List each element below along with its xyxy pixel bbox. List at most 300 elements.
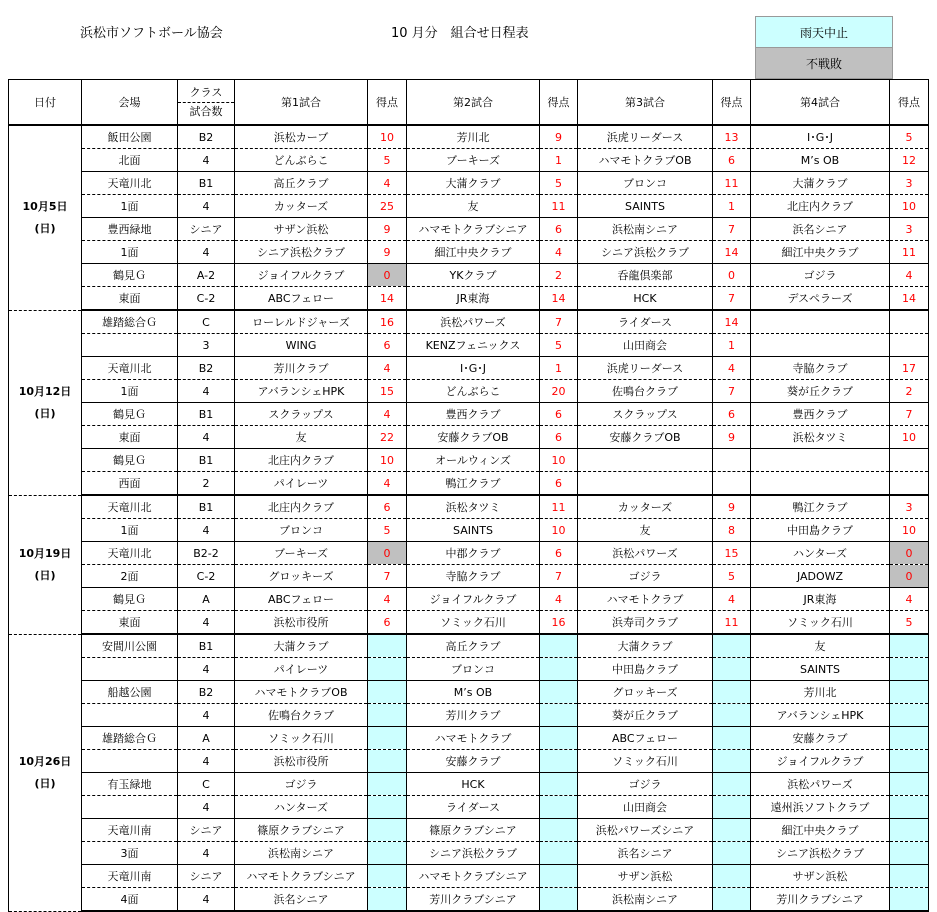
table-row [9, 842, 929, 865]
team-cell: ゴジラ [235, 773, 368, 796]
col-game3: 第3試合 [578, 80, 713, 126]
team-cell: サザン浜松 [235, 218, 368, 241]
team-cell: シニア浜松クラブ [235, 241, 368, 264]
team-cell: 芳川クラブシニア [751, 888, 890, 912]
team-cell [751, 310, 890, 334]
team-cell [578, 449, 713, 472]
class-cell: C-2 [178, 565, 235, 588]
score-cell [713, 727, 751, 750]
score-cell: 0 [890, 565, 929, 588]
score-cell: 10 [540, 519, 578, 542]
score-cell: 6 [540, 426, 578, 449]
score-cell [890, 750, 929, 773]
table-row [9, 334, 929, 357]
table-row [9, 819, 929, 842]
team-cell: 山田商会 [578, 334, 713, 357]
score-cell: 9 [713, 495, 751, 519]
score-cell: 14 [890, 287, 929, 311]
team-cell: ジョイフルクラブ [407, 588, 540, 611]
team-cell: 北庄内クラブ [235, 449, 368, 472]
score-cell: 1 [713, 195, 751, 218]
schedule-title: 10 月分 組合せ日程表 [391, 26, 529, 41]
team-cell [578, 472, 713, 496]
team-cell: 浜松南シニア [578, 218, 713, 241]
team-cell: ABCフェロー [235, 287, 368, 311]
venue-cell: 北面 [82, 149, 178, 172]
score-cell [368, 796, 407, 819]
team-cell: 芳川クラブ [235, 357, 368, 380]
score-cell: 12 [890, 149, 929, 172]
team-cell: ライダース [578, 310, 713, 334]
team-cell: 浜松カーブ [235, 125, 368, 149]
team-cell: JADOWZ [751, 565, 890, 588]
team-cell: 安藤クラブ [407, 750, 540, 773]
date-label: 10月19日 [18, 546, 72, 560]
date-label: 10月5日 [22, 199, 68, 213]
score-cell: 6 [713, 403, 751, 426]
class-cell: 3 [178, 334, 235, 357]
score-cell: 9 [540, 125, 578, 149]
table-row [9, 125, 929, 149]
score-cell: 6 [540, 403, 578, 426]
team-cell: 友 [751, 634, 890, 658]
col-score2: 得点 [540, 80, 578, 126]
team-cell: 安藤クラブOB [578, 426, 713, 449]
team-cell: 鴨江クラブ [751, 495, 890, 519]
table-row [9, 542, 929, 565]
table-row [9, 565, 929, 588]
score-cell [713, 819, 751, 842]
score-cell: 1 [540, 149, 578, 172]
score-cell: 15 [368, 380, 407, 403]
team-cell: 寺脇クラブ [751, 357, 890, 380]
score-cell: 7 [713, 380, 751, 403]
score-cell: 10 [890, 195, 929, 218]
score-cell [713, 773, 751, 796]
table-row [9, 241, 929, 264]
class-cell: 4 [178, 750, 235, 773]
col-games-label: 試合数 [189, 104, 223, 118]
class-cell: B2 [178, 125, 235, 149]
class-cell: 4 [178, 519, 235, 542]
table-row [9, 287, 929, 311]
team-cell: ジョイフルクラブ [751, 750, 890, 773]
day-label: (日) [34, 568, 56, 582]
team-cell: 鴨江クラブ [407, 472, 540, 496]
team-cell: アバランシェHPK [751, 704, 890, 727]
col-venue: 会場 [82, 80, 178, 126]
score-cell [540, 819, 578, 842]
team-cell: カッターズ [578, 495, 713, 519]
score-cell: 15 [713, 542, 751, 565]
venue-cell: 1面 [82, 519, 178, 542]
table-row [9, 172, 929, 195]
score-cell: 6 [540, 542, 578, 565]
score-cell: 10 [368, 449, 407, 472]
team-cell: シニア浜松クラブ [751, 842, 890, 865]
team-cell: 北庄内クラブ [751, 195, 890, 218]
team-cell: ハンターズ [751, 542, 890, 565]
team-cell: M’s OB [751, 149, 890, 172]
team-cell: 山田商会 [578, 796, 713, 819]
score-cell: 9 [368, 218, 407, 241]
class-cell: 4 [178, 888, 235, 912]
team-cell: HCK [578, 287, 713, 311]
team-cell: 浜松タツミ [407, 495, 540, 519]
team-cell: 浜名シニア [578, 842, 713, 865]
table-row [9, 588, 929, 611]
team-cell: JR東海 [407, 287, 540, 311]
table-row [9, 495, 929, 519]
score-cell: 11 [890, 241, 929, 264]
header-row [9, 80, 929, 126]
score-cell: 13 [713, 125, 751, 149]
team-cell: ハマモトクラブ [578, 588, 713, 611]
score-cell: 2 [890, 380, 929, 403]
team-cell: 大蒲クラブ [235, 634, 368, 658]
team-cell: グロッキーズ [235, 565, 368, 588]
score-cell: 4 [890, 588, 929, 611]
score-cell: 9 [368, 241, 407, 264]
date-label: 10月26日 [18, 754, 72, 768]
score-cell [368, 634, 407, 658]
score-cell [890, 472, 929, 496]
team-cell: ブロンコ [235, 519, 368, 542]
team-cell: オールウィンズ [407, 449, 540, 472]
team-cell: 篠原クラブシニア [407, 819, 540, 842]
day-label: (日) [34, 221, 56, 235]
venue-cell: 鶴見Ｇ [82, 449, 178, 472]
col-score1: 得点 [368, 80, 407, 126]
score-cell: 10 [890, 519, 929, 542]
class-cell: C-2 [178, 287, 235, 311]
score-cell: 4 [540, 241, 578, 264]
team-cell: WING [235, 334, 368, 357]
class-cell: B1 [178, 495, 235, 519]
score-cell: 14 [540, 287, 578, 311]
team-cell: どんぶらこ [235, 149, 368, 172]
score-cell: 9 [713, 426, 751, 449]
score-cell [713, 842, 751, 865]
venue-cell: 雄踏総合Ｇ [82, 310, 178, 334]
score-cell: 0 [368, 542, 407, 565]
team-cell: 浜虎リーダース [578, 357, 713, 380]
class-cell: B1 [178, 634, 235, 658]
team-cell: M’s OB [407, 681, 540, 704]
class-cell: A [178, 727, 235, 750]
col-date: 日付 [9, 80, 82, 126]
team-cell: 高丘クラブ [235, 172, 368, 195]
team-cell: ブーキーズ [407, 149, 540, 172]
score-cell [368, 750, 407, 773]
date-cell [9, 125, 82, 310]
score-cell: 6 [368, 611, 407, 635]
class-cell: シニア [178, 218, 235, 241]
col-score3: 得点 [713, 80, 751, 126]
team-cell: ハマモトクラブシニア [235, 865, 368, 888]
class-cell: B2 [178, 681, 235, 704]
venue-cell: 天竜川北 [82, 495, 178, 519]
class-cell: 4 [178, 704, 235, 727]
score-cell [368, 727, 407, 750]
score-cell [713, 681, 751, 704]
score-cell [368, 819, 407, 842]
score-cell [368, 888, 407, 912]
team-cell: ハンターズ [235, 796, 368, 819]
team-cell: 芳川北 [407, 125, 540, 149]
score-cell: 22 [368, 426, 407, 449]
score-cell [368, 773, 407, 796]
table-row [9, 865, 929, 888]
table-row [9, 634, 929, 658]
score-cell: 6 [713, 149, 751, 172]
team-cell: スクラップス [235, 403, 368, 426]
venue-cell: 有玉緑地 [82, 773, 178, 796]
score-cell [713, 888, 751, 912]
class-cell: B1 [178, 172, 235, 195]
class-cell: 4 [178, 426, 235, 449]
class-cell: 4 [178, 796, 235, 819]
table-row [9, 264, 929, 287]
table-row [9, 519, 929, 542]
team-cell: グロッキーズ [578, 681, 713, 704]
team-cell: ゴジラ [751, 264, 890, 287]
score-cell: 16 [368, 310, 407, 334]
score-cell [890, 634, 929, 658]
venue-cell: 2面 [82, 565, 178, 588]
score-cell [890, 681, 929, 704]
team-cell: ソミック石川 [235, 727, 368, 750]
organization-title: 浜松市ソフトボール協会 [80, 26, 223, 41]
team-cell: ハマモトクラブシニア [407, 865, 540, 888]
venue-cell: 1面 [82, 195, 178, 218]
score-cell: 7 [713, 287, 751, 311]
team-cell: 寺脇クラブ [407, 565, 540, 588]
class-cell: A-2 [178, 264, 235, 287]
team-cell: 呑龍倶楽部 [578, 264, 713, 287]
class-cell: C [178, 773, 235, 796]
score-cell [368, 865, 407, 888]
score-cell: 11 [713, 172, 751, 195]
class-cell: 4 [178, 611, 235, 635]
venue-cell: 鶴見Ｇ [82, 403, 178, 426]
team-cell: 豊西クラブ [751, 403, 890, 426]
date-cell [9, 495, 82, 634]
team-cell: ブーキーズ [235, 542, 368, 565]
team-cell: 浜寿司クラブ [578, 611, 713, 635]
score-cell: 20 [540, 380, 578, 403]
venue-cell [82, 334, 178, 357]
team-cell: 浜松パワーズ [578, 542, 713, 565]
team-cell: 浜松パワーズ [751, 773, 890, 796]
col-class [178, 80, 235, 126]
score-cell [368, 704, 407, 727]
col-score4: 得点 [890, 80, 929, 126]
col-game4: 第4試合 [751, 80, 890, 126]
team-cell: SAINTS [578, 195, 713, 218]
team-cell: 芳川クラブ [407, 704, 540, 727]
team-cell: SAINTS [751, 658, 890, 681]
score-cell: 7 [890, 403, 929, 426]
score-cell [368, 658, 407, 681]
table-row [9, 380, 929, 403]
venue-cell: 天竜川南 [82, 865, 178, 888]
table-row [9, 796, 929, 819]
team-cell: ソミック石川 [578, 750, 713, 773]
team-cell: シニア浜松クラブ [578, 241, 713, 264]
team-cell: デスペラーズ [751, 287, 890, 311]
table-row [9, 888, 929, 912]
venue-cell: 1面 [82, 241, 178, 264]
team-cell: 浜虎リーダース [578, 125, 713, 149]
venue-cell [82, 750, 178, 773]
class-cell: B2 [178, 357, 235, 380]
team-cell: 芳川北 [751, 681, 890, 704]
table-row [9, 750, 929, 773]
class-cell: A [178, 588, 235, 611]
team-cell: アバランシェHPK [235, 380, 368, 403]
table-row [9, 704, 929, 727]
score-cell: 5 [890, 125, 929, 149]
venue-cell [82, 704, 178, 727]
team-cell: SAINTS [407, 519, 540, 542]
score-cell [890, 773, 929, 796]
score-cell [713, 449, 751, 472]
score-cell: 14 [713, 241, 751, 264]
score-cell: 11 [540, 495, 578, 519]
venue-cell: 東面 [82, 426, 178, 449]
score-cell [890, 865, 929, 888]
class-cell: 4 [178, 149, 235, 172]
score-cell [540, 704, 578, 727]
team-cell: 中郡クラブ [407, 542, 540, 565]
score-cell [540, 681, 578, 704]
team-cell: ブロンコ [407, 658, 540, 681]
score-cell: 7 [713, 218, 751, 241]
venue-cell: 天竜川北 [82, 542, 178, 565]
score-cell: 6 [540, 218, 578, 241]
schedule-table [8, 79, 929, 912]
venue-cell: 天竜川南 [82, 819, 178, 842]
team-cell: 細江中央クラブ [751, 819, 890, 842]
score-cell: 10 [368, 125, 407, 149]
legend-rain-cancel: 雨天中止 [755, 16, 893, 48]
venue-cell: 東面 [82, 611, 178, 635]
team-cell: 浜松市役所 [235, 750, 368, 773]
date-cell [9, 634, 82, 911]
score-cell: 7 [540, 310, 578, 334]
team-cell: 大蒲クラブ [578, 634, 713, 658]
table-row [9, 149, 929, 172]
score-cell: 4 [368, 172, 407, 195]
team-cell: YKクラブ [407, 264, 540, 287]
schedule-body [9, 125, 929, 911]
team-cell: 浜名シニア [235, 888, 368, 912]
col-game1: 第1試合 [235, 80, 368, 126]
score-cell: 4 [368, 472, 407, 496]
table-row [9, 472, 929, 496]
team-cell [751, 449, 890, 472]
score-cell [890, 449, 929, 472]
class-cell: 4 [178, 842, 235, 865]
team-cell: ハマモトクラブOB [235, 681, 368, 704]
score-cell: 10 [540, 449, 578, 472]
score-cell [368, 842, 407, 865]
score-cell [713, 472, 751, 496]
score-cell [713, 704, 751, 727]
venue-cell [82, 658, 178, 681]
date-label: 10月12日 [18, 384, 72, 398]
team-cell: 高丘クラブ [407, 634, 540, 658]
venue-cell: 東面 [82, 287, 178, 311]
team-cell: ライダース [407, 796, 540, 819]
venue-cell: 天竜川北 [82, 172, 178, 195]
team-cell: 豊西クラブ [407, 403, 540, 426]
table-row [9, 310, 929, 334]
score-cell: 16 [540, 611, 578, 635]
score-cell [540, 865, 578, 888]
score-cell [890, 888, 929, 912]
venue-cell: 雄踏総合Ｇ [82, 727, 178, 750]
team-cell: ソミック石川 [751, 611, 890, 635]
score-cell: 0 [713, 264, 751, 287]
date-cell [9, 310, 82, 495]
score-cell: 14 [713, 310, 751, 334]
table-row [9, 403, 929, 426]
score-cell [540, 658, 578, 681]
venue-cell: 鶴見Ｇ [82, 264, 178, 287]
team-cell: 細江中央クラブ [407, 241, 540, 264]
table-row [9, 658, 929, 681]
score-cell [368, 681, 407, 704]
score-cell: 5 [368, 519, 407, 542]
class-cell: 2 [178, 472, 235, 496]
team-cell: 友 [235, 426, 368, 449]
team-cell: ABCフェロー [235, 588, 368, 611]
score-cell [540, 773, 578, 796]
class-cell: B1 [178, 403, 235, 426]
score-cell: 11 [713, 611, 751, 635]
team-cell: ゴジラ [578, 773, 713, 796]
score-cell: 10 [890, 426, 929, 449]
team-cell: どんぶらこ [407, 380, 540, 403]
venue-cell: 1面 [82, 380, 178, 403]
class-cell: 4 [178, 658, 235, 681]
table-row [9, 218, 929, 241]
team-cell: KENZフェニックス [407, 334, 540, 357]
score-cell: 8 [713, 519, 751, 542]
score-cell: 5 [890, 611, 929, 635]
team-cell: ハマモトクラブOB [578, 149, 713, 172]
score-cell: 7 [368, 565, 407, 588]
team-cell: 中田島クラブ [751, 519, 890, 542]
venue-cell: 豊西緑地 [82, 218, 178, 241]
team-cell: 浜松市役所 [235, 611, 368, 635]
team-cell: 葵が丘クラブ [751, 380, 890, 403]
team-cell: パイレーツ [235, 658, 368, 681]
team-cell: 遠州浜ソフトクラブ [751, 796, 890, 819]
team-cell: 浜松南シニア [235, 842, 368, 865]
table-row [9, 426, 929, 449]
score-cell [713, 796, 751, 819]
table-row [9, 195, 929, 218]
class-cell: 4 [178, 195, 235, 218]
team-cell: 葵が丘クラブ [578, 704, 713, 727]
team-cell [751, 334, 890, 357]
score-cell: 0 [890, 542, 929, 565]
team-cell [751, 472, 890, 496]
team-cell: ハマモトクラブ [407, 727, 540, 750]
